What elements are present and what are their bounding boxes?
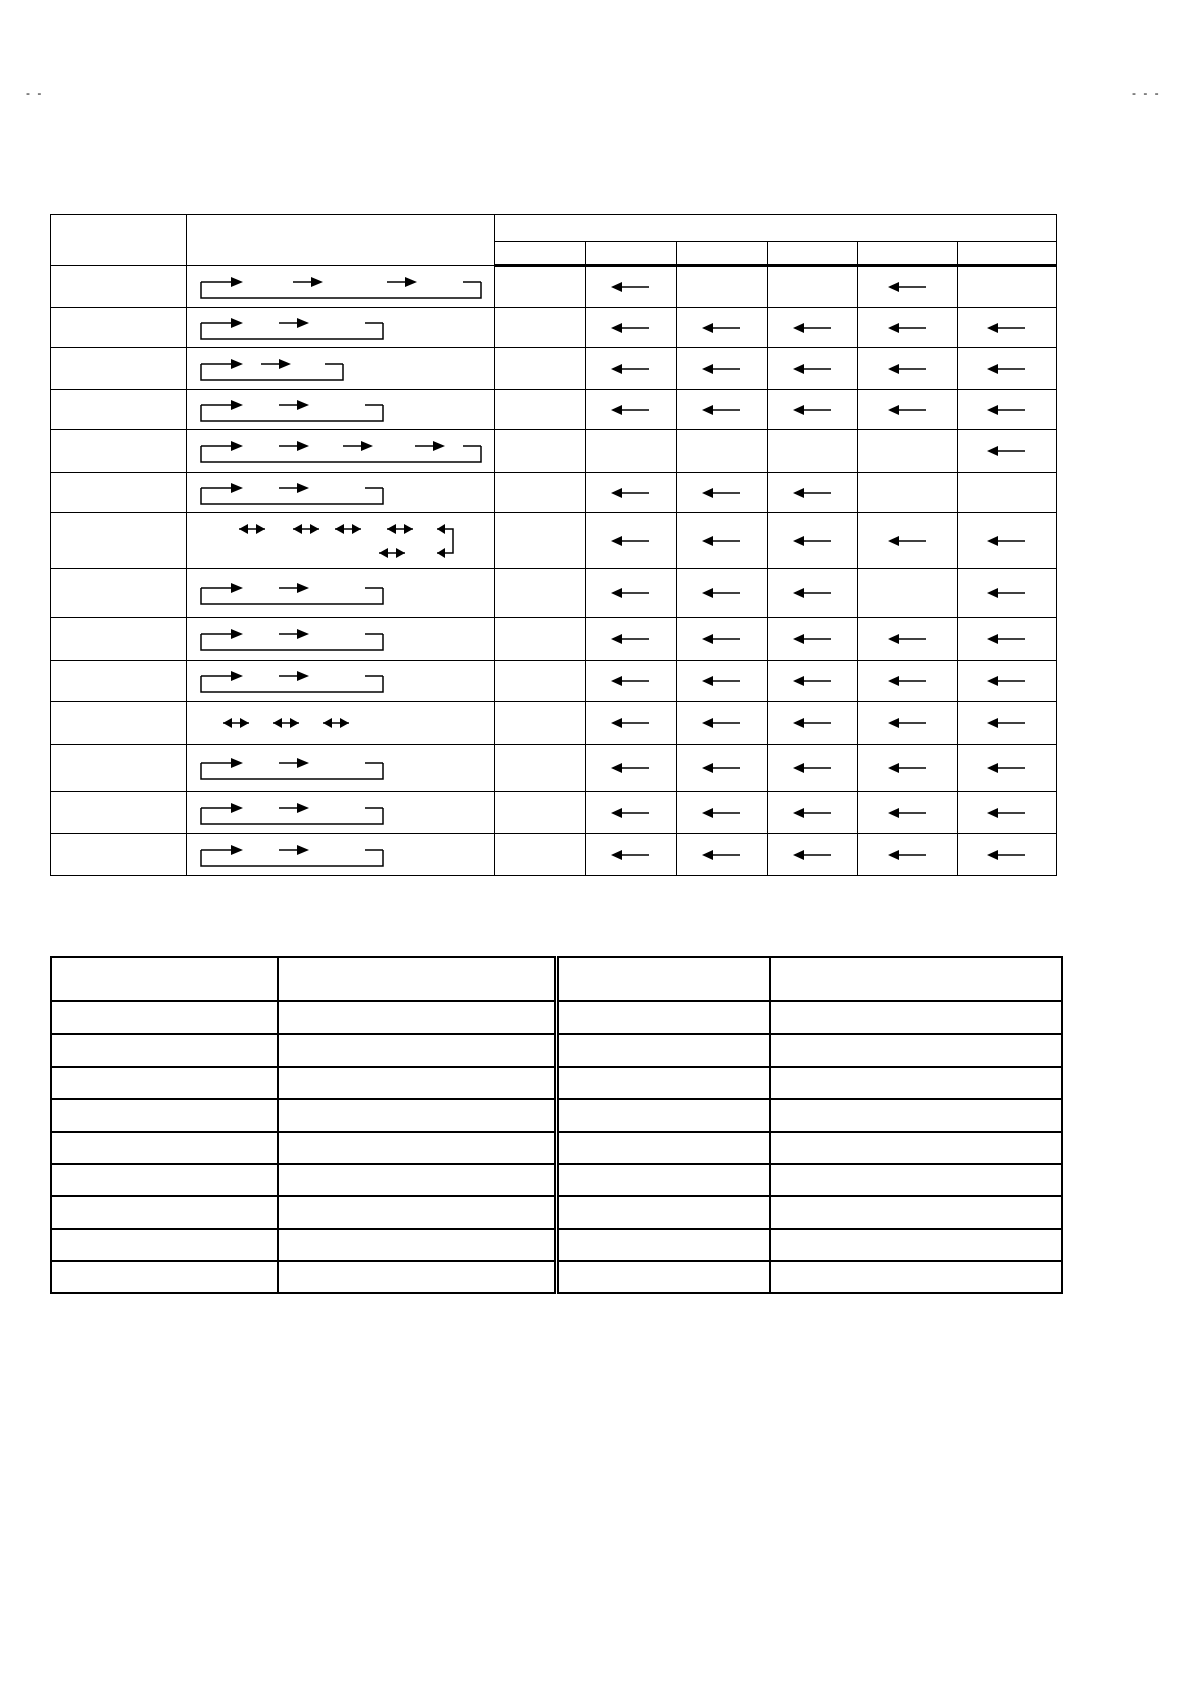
- value-cell: [768, 618, 858, 661]
- value-cell: [858, 661, 958, 702]
- value-cell: [586, 390, 677, 430]
- table-cell: [556, 957, 770, 1001]
- table-row: [51, 1261, 1062, 1293]
- sequence-cell: [187, 702, 495, 745]
- left-arrow-icon: [702, 586, 742, 600]
- table-cell: [51, 1132, 278, 1164]
- table-cell: [556, 1261, 770, 1293]
- value-cell: [768, 513, 858, 569]
- item-cell: [51, 702, 187, 745]
- table-row: [51, 569, 1057, 618]
- subheader-cell: [858, 242, 958, 266]
- sequence-cell: [187, 308, 495, 348]
- left-arrow-icon: [611, 674, 651, 688]
- left-arrow-icon: [793, 486, 833, 500]
- left-arrow-icon: [987, 761, 1027, 775]
- header-cell-group: [495, 215, 1057, 242]
- table-cell: [556, 1001, 770, 1034]
- right-arrow-icon: [231, 483, 243, 493]
- right-arrow-icon: [297, 803, 309, 813]
- right-arrow-icon: [297, 318, 309, 328]
- left-arrow-icon: [702, 632, 742, 646]
- value-cell: [768, 792, 858, 834]
- left-arrow-icon: [888, 632, 928, 646]
- value-cell: [677, 834, 768, 876]
- value-cell: [677, 661, 768, 702]
- right-arrow-icon: [297, 758, 309, 768]
- value-cell: [858, 702, 958, 745]
- value-cell: [586, 513, 677, 569]
- sequence-cell: [187, 430, 495, 473]
- left-arrow-icon: [611, 848, 651, 862]
- sequence-loop-diagram: [199, 393, 387, 427]
- value-cell: [858, 390, 958, 430]
- table-row: [51, 792, 1057, 834]
- table-cell: [278, 1001, 556, 1034]
- sequence-cell: [187, 618, 495, 661]
- value-cell: [586, 834, 677, 876]
- value-cell: [677, 308, 768, 348]
- value-cell: [495, 661, 586, 702]
- left-arrow-icon: [888, 534, 928, 548]
- table-cell: [278, 1099, 556, 1132]
- table-row: [51, 1229, 1062, 1261]
- value-cell: [677, 430, 768, 473]
- item-cell: [51, 513, 187, 569]
- left-arrow-icon: [793, 761, 833, 775]
- value-cell: [958, 473, 1057, 513]
- item-cell: [51, 390, 187, 430]
- table-cell: [278, 1132, 556, 1164]
- right-arrow-icon: [231, 277, 243, 287]
- left-arrow-icon: [888, 848, 928, 862]
- header-cell-sequence: [187, 215, 495, 266]
- item-cell: [51, 661, 187, 702]
- table-cell: [556, 1034, 770, 1067]
- table-cell: [556, 1067, 770, 1099]
- left-arrow-icon: [611, 534, 651, 548]
- value-cell: [495, 618, 586, 661]
- table-header-row: [51, 957, 1062, 1001]
- table-row: [51, 1164, 1062, 1196]
- value-cell: [677, 618, 768, 661]
- value-cell: [858, 513, 958, 569]
- right-arrow-icon: [433, 441, 445, 451]
- table-cell: [51, 1067, 278, 1099]
- table-row: [51, 1067, 1062, 1099]
- table-cell: [278, 1261, 556, 1293]
- left-arrow-icon: [793, 848, 833, 862]
- right-arrow-icon: [279, 359, 291, 369]
- value-cell: [768, 348, 858, 390]
- header-cell-item: [51, 215, 187, 266]
- value-cell: [958, 661, 1057, 702]
- right-arrow-icon: [361, 441, 373, 451]
- value-cell: [495, 430, 586, 473]
- right-arrow-icon: [231, 441, 243, 451]
- left-arrow-icon: [888, 761, 928, 775]
- left-arrow-icon: [987, 848, 1027, 862]
- sequence-cell: [187, 834, 495, 876]
- table-row: [51, 834, 1057, 876]
- item-cell: [51, 348, 187, 390]
- value-cell: [677, 266, 768, 308]
- value-cell: [677, 473, 768, 513]
- sequence-cell: [187, 348, 495, 390]
- left-arrow-icon: [611, 280, 651, 294]
- table-row: [51, 473, 1057, 513]
- sequence-cell: [187, 513, 495, 569]
- left-arrow-icon: [702, 806, 742, 820]
- left-arrow-icon: [702, 534, 742, 548]
- left-arrow-icon: [793, 586, 833, 600]
- table-cell: [770, 1034, 1062, 1067]
- item-cell: [51, 473, 187, 513]
- value-cell: [586, 661, 677, 702]
- left-arrow-icon: [987, 586, 1027, 600]
- value-cell: [495, 473, 586, 513]
- item-cell: [51, 308, 187, 348]
- sequence-cell: [187, 266, 495, 308]
- table-cell: [770, 957, 1062, 1001]
- value-cell: [677, 348, 768, 390]
- corner-mark-left: - -: [26, 86, 44, 100]
- value-cell: [858, 745, 958, 792]
- value-cell: [495, 348, 586, 390]
- item-cell: [51, 745, 187, 792]
- table-cell: [51, 1261, 278, 1293]
- value-cell: [958, 513, 1057, 569]
- value-cell: [586, 473, 677, 513]
- table-cell: [556, 1164, 770, 1196]
- left-arrow-icon: [793, 716, 833, 730]
- left-arrow-icon: [793, 403, 833, 417]
- left-arrow-icon: [987, 362, 1027, 376]
- table-cell: [51, 957, 278, 1001]
- bidirectional-sequence-diagram: [199, 516, 489, 566]
- table-row: [51, 1034, 1062, 1067]
- sequence-cell: [187, 792, 495, 834]
- value-cell: [858, 266, 958, 308]
- sequence-loop-diagram: [199, 796, 387, 830]
- table-row: [51, 618, 1057, 661]
- table-cell: [556, 1132, 770, 1164]
- value-cell: [586, 745, 677, 792]
- value-cell: [958, 308, 1057, 348]
- table-header-row: [51, 215, 1057, 242]
- sequence-loop-diagram: [199, 270, 485, 304]
- right-arrow-icon: [297, 845, 309, 855]
- value-cell: [858, 430, 958, 473]
- sequence-cell: [187, 473, 495, 513]
- left-arrow-icon: [611, 362, 651, 376]
- value-cell: [858, 618, 958, 661]
- item-cell: [51, 266, 187, 308]
- value-cell: [958, 745, 1057, 792]
- right-arrow-icon: [297, 629, 309, 639]
- value-cell: [586, 348, 677, 390]
- value-cell: [495, 702, 586, 745]
- table-cell: [51, 1099, 278, 1132]
- value-cell: [768, 308, 858, 348]
- table-cell: [278, 1067, 556, 1099]
- right-arrow-icon: [231, 803, 243, 813]
- table-cell: [556, 1196, 770, 1229]
- left-arrow-icon: [702, 362, 742, 376]
- left-arrow-icon: [888, 403, 928, 417]
- value-cell: [768, 834, 858, 876]
- sequence-loop-diagram: [199, 576, 387, 610]
- table-row: [51, 1132, 1062, 1164]
- left-arrow-icon: [888, 716, 928, 730]
- value-cell: [768, 430, 858, 473]
- item-cell: [51, 792, 187, 834]
- value-cell: [958, 390, 1057, 430]
- sequence-loop-diagram: [199, 311, 387, 345]
- value-cell: [958, 430, 1057, 473]
- value-cell: [586, 618, 677, 661]
- value-cell: [858, 834, 958, 876]
- table-cell: [770, 1067, 1062, 1099]
- right-arrow-icon: [231, 629, 243, 639]
- left-arrow-icon: [888, 321, 928, 335]
- left-arrow-icon: [987, 806, 1027, 820]
- value-cell: [586, 266, 677, 308]
- value-cell: [586, 702, 677, 745]
- value-cell: [677, 702, 768, 745]
- value-cell: [495, 792, 586, 834]
- right-arrow-icon: [231, 318, 243, 328]
- left-arrow-icon: [702, 761, 742, 775]
- value-cell: [958, 569, 1057, 618]
- value-cell: [677, 745, 768, 792]
- value-cell: [858, 348, 958, 390]
- value-cell: [495, 569, 586, 618]
- item-cell: [51, 618, 187, 661]
- value-cell: [495, 390, 586, 430]
- table-row: [51, 266, 1057, 308]
- value-cell: [677, 792, 768, 834]
- value-cell: [495, 266, 586, 308]
- value-cell: [768, 473, 858, 513]
- table-row: [51, 348, 1057, 390]
- left-arrow-icon: [702, 716, 742, 730]
- right-arrow-icon: [297, 400, 309, 410]
- value-cell: [768, 266, 858, 308]
- sequence-cell: [187, 661, 495, 702]
- right-arrow-icon: [231, 671, 243, 681]
- right-arrow-icon: [231, 583, 243, 593]
- value-cell: [495, 308, 586, 348]
- table-row: [51, 702, 1057, 745]
- table-row: [51, 1099, 1062, 1132]
- item-cell: [51, 430, 187, 473]
- value-cell: [586, 792, 677, 834]
- table-cell: [278, 1229, 556, 1261]
- left-arrow-icon: [702, 321, 742, 335]
- value-cell: [958, 702, 1057, 745]
- table-cell: [770, 1099, 1062, 1132]
- left-arrow-icon: [611, 632, 651, 646]
- right-arrow-icon: [405, 277, 417, 287]
- left-arrow-icon: [793, 806, 833, 820]
- left-arrow-icon: [702, 486, 742, 500]
- subheader-cell: [677, 242, 768, 266]
- left-arrow-icon: [793, 321, 833, 335]
- table-row: [51, 745, 1057, 792]
- value-cell: [677, 569, 768, 618]
- table-cell: [770, 1229, 1062, 1261]
- table-row: [51, 1196, 1062, 1229]
- left-arrow-icon: [611, 716, 651, 730]
- table-cell: [51, 1229, 278, 1261]
- left-arrow-icon: [702, 403, 742, 417]
- value-cell: [768, 702, 858, 745]
- right-arrow-icon: [231, 845, 243, 855]
- bidirectional-sequence-diagram: [199, 706, 489, 740]
- subheader-cell: [768, 242, 858, 266]
- table-row: [51, 430, 1057, 473]
- right-arrow-icon: [231, 758, 243, 768]
- left-arrow-icon: [987, 534, 1027, 548]
- table-cell: [278, 957, 556, 1001]
- table-cell: [51, 1001, 278, 1034]
- table-row: [51, 1001, 1062, 1034]
- table-cell: [770, 1001, 1062, 1034]
- value-cell: [677, 390, 768, 430]
- right-arrow-icon: [297, 441, 309, 451]
- left-arrow-icon: [611, 806, 651, 820]
- left-arrow-icon: [987, 444, 1027, 458]
- left-arrow-icon: [793, 534, 833, 548]
- subheader-cell: [958, 242, 1057, 266]
- table-cell: [770, 1261, 1062, 1293]
- left-arrow-icon: [888, 362, 928, 376]
- sequence-loop-diagram: [199, 622, 387, 656]
- sequence-cell: [187, 390, 495, 430]
- subheader-cell: [495, 242, 586, 266]
- corner-mark-right: - - -: [1132, 86, 1161, 100]
- value-cell: [958, 266, 1057, 308]
- table-cell: [556, 1229, 770, 1261]
- table-row: [51, 308, 1057, 348]
- left-arrow-icon: [793, 362, 833, 376]
- value-cell: [958, 792, 1057, 834]
- left-arrow-icon: [793, 674, 833, 688]
- item-cell: [51, 834, 187, 876]
- right-arrow-icon: [297, 671, 309, 681]
- left-arrow-icon: [702, 848, 742, 862]
- subheader-cell: [586, 242, 677, 266]
- table-cell: [278, 1196, 556, 1229]
- value-cell: [958, 834, 1057, 876]
- table-cell: [51, 1164, 278, 1196]
- table-row: [51, 390, 1057, 430]
- value-cell: [958, 348, 1057, 390]
- right-arrow-icon: [231, 400, 243, 410]
- value-cell: [586, 430, 677, 473]
- left-arrow-icon: [987, 632, 1027, 646]
- sequence-loop-diagram: [199, 352, 347, 386]
- value-cell: [495, 513, 586, 569]
- value-cell: [768, 569, 858, 618]
- table-row: [51, 513, 1057, 569]
- value-cell: [858, 308, 958, 348]
- left-arrow-icon: [987, 716, 1027, 730]
- value-cell: [495, 834, 586, 876]
- sequence-loop-diagram: [199, 751, 387, 785]
- item-cell: [51, 569, 187, 618]
- value-cell: [958, 618, 1057, 661]
- left-arrow-icon: [888, 280, 928, 294]
- left-arrow-icon: [611, 761, 651, 775]
- value-cell: [858, 473, 958, 513]
- left-arrow-icon: [987, 321, 1027, 335]
- sequence-loop-diagram: [199, 434, 485, 468]
- sequence-loop-diagram: [199, 476, 387, 510]
- mode-sequence-table: [50, 214, 1057, 876]
- left-arrow-icon: [987, 674, 1027, 688]
- sequence-loop-diagram: [199, 664, 387, 698]
- right-arrow-icon: [297, 583, 309, 593]
- table-cell: [770, 1164, 1062, 1196]
- value-cell: [586, 308, 677, 348]
- left-arrow-icon: [611, 403, 651, 417]
- settings-list-table: [50, 956, 1063, 1294]
- left-arrow-icon: [888, 674, 928, 688]
- left-arrow-icon: [702, 674, 742, 688]
- table-cell: [556, 1099, 770, 1132]
- value-cell: [586, 569, 677, 618]
- value-cell: [858, 569, 958, 618]
- left-arrow-icon: [888, 806, 928, 820]
- table-cell: [51, 1034, 278, 1067]
- table-cell: [770, 1132, 1062, 1164]
- value-cell: [677, 513, 768, 569]
- left-arrow-icon: [611, 321, 651, 335]
- sequence-loop-diagram: [199, 838, 387, 872]
- table-row: [51, 661, 1057, 702]
- right-arrow-icon: [231, 359, 243, 369]
- value-cell: [768, 745, 858, 792]
- value-cell: [858, 792, 958, 834]
- left-arrow-icon: [987, 403, 1027, 417]
- right-arrow-icon: [297, 483, 309, 493]
- value-cell: [768, 661, 858, 702]
- left-arrow-icon: [611, 586, 651, 600]
- table-cell: [770, 1196, 1062, 1229]
- table-cell: [51, 1196, 278, 1229]
- sequence-cell: [187, 745, 495, 792]
- left-arrow-icon: [611, 486, 651, 500]
- value-cell: [768, 390, 858, 430]
- value-cell: [495, 745, 586, 792]
- table-cell: [278, 1164, 556, 1196]
- right-arrow-icon: [311, 277, 323, 287]
- table-cell: [278, 1034, 556, 1067]
- left-arrow-icon: [793, 632, 833, 646]
- sequence-cell: [187, 569, 495, 618]
